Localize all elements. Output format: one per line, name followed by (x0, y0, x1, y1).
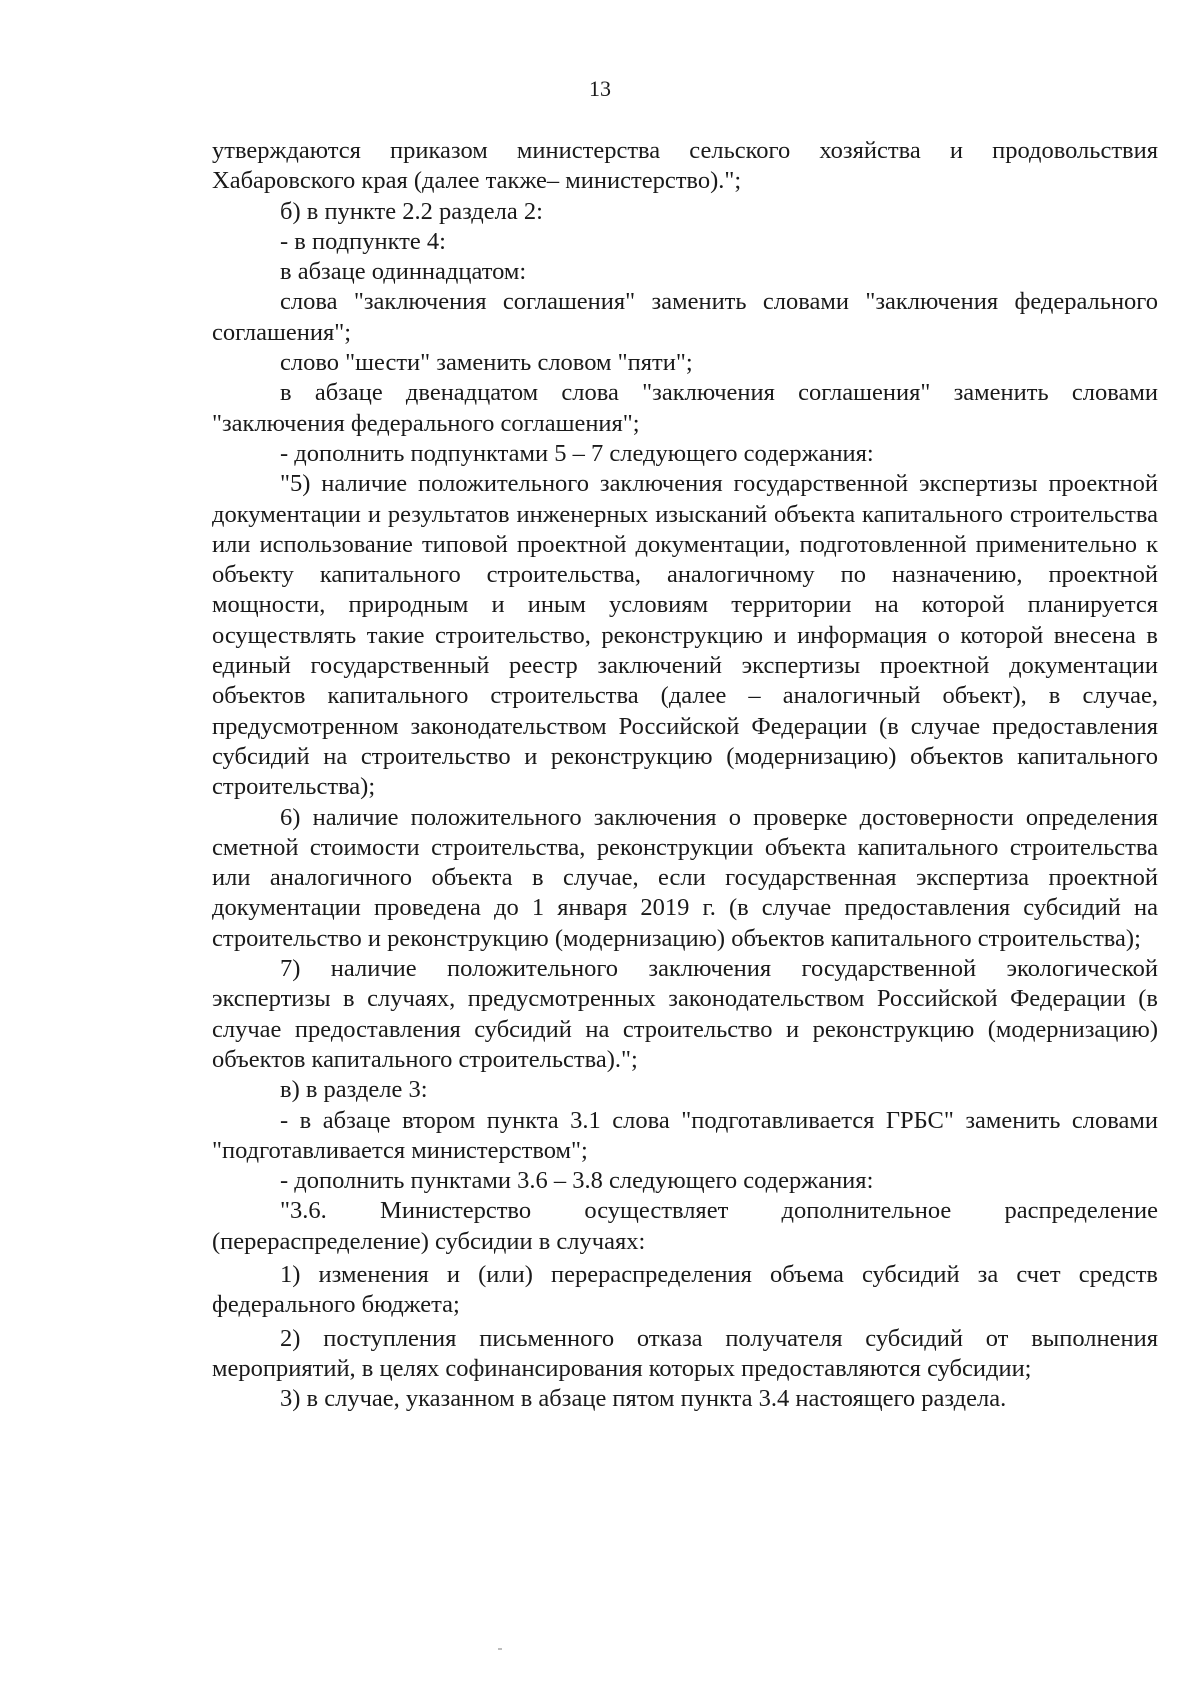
paragraph-continuation: утверждаются приказом министерства сельского хозяйства и продовольствия Хабаровского края (далее также– министерство)."; (212, 137, 1158, 195)
paragraph-point-3-6: "3.6. Министерство осуществляет дополнительное распределение (перераспределение) субсидии в случаях: (212, 1197, 1158, 1255)
paragraph-replace-word-six: слово "шести" заменить словом "пяти"; (280, 349, 693, 377)
paragraph-subpoint-4: - в подпункте 4: (280, 227, 446, 255)
page-number: 13 (589, 76, 611, 101)
paragraph-twelfth-abzac: в абзаце двенадцатом слова "заключения соглашения" заменить словами "заключения федерального соглашения"; (212, 379, 1158, 437)
paragraph-subpoint-5: "5) наличие положительного заключения государственной экспертизы проектной документации и результатов инженерных изысканий объекта капитального строительства или использование типовой проектной документации, подготовленной применительно к объекту капитального строительства, аналогичному по назначению, проектной мощности, природным и иным условиям территории на которой планируется осуществлять такие строительство, реконструкцию и информация о которой внесена в единый государственный реестр заключений экспертизы проектной документации объектов капитального строительства (далее – аналогичный объект), в случае, предусмотренном законодательством Российской Федерации (в случае предоставления субсидий на строительство и реконструкцию (модернизацию) объектов капитального строительства); (212, 470, 1158, 801)
paragraph-subpoint-7: 7) наличие положительного заключения государственной экологической экспертизы в случаях, предусмотренных законодательством Российской Федерации (в случае предоставления субсидий на строительство и реконструкцию (модернизацию) объектов капитального строительства)."; (212, 955, 1158, 1073)
paragraph-case-3: 3) в случае, указанном в абзаце пятом пункта 3.4 настоящего раздела. (280, 1385, 1007, 1413)
scan-speck (498, 1648, 502, 1650)
paragraph-subitem-v: в) в разделе 3: (280, 1076, 428, 1104)
paragraph-replace-words-1: слова "заключения соглашения" заменить словами "заключения федерального соглашения"; (212, 288, 1158, 346)
paragraph-subpoint-6: 6) наличие положительного заключения о проверке достоверности определения сметной стоимости строительства, реконструкции объекта капитального строительства или аналогичного объекта в случае, если государственная экспертиза проектной документации проведена до 1 января 2019 г. (в случае предоставления субсидий на строительство и реконструкцию (модернизацию) объектов капитального строительства); (212, 803, 1158, 952)
paragraph-add-points: - дополнить пунктами 3.6 – 3.8 следующего содержания: (280, 1167, 874, 1195)
document-body (212, 136, 1158, 1414)
paragraph-case-1: 1) изменения и (или) перераспределения объема субсидий за счет средств федерального бюджета; (212, 1260, 1158, 1319)
paragraph-subitem-b: б) в пункте 2.2 раздела 2: (280, 197, 543, 225)
paragraph-eleventh-abzac: в абзаце одиннадцатом: (280, 258, 527, 286)
paragraph-add-subpoints: - дополнить подпунктами 5 – 7 следующего содержания: (280, 439, 874, 467)
paragraph-point-3-1: - в абзаце втором пункта 3.1 слова "подготавливается ГРБС" заменить словами "подготавливается министерством"; (212, 1106, 1158, 1164)
paragraph-case-2: 2) поступления письменного отказа получателя субсидий от выполнения мероприятий, в целях софинансирования которых предоставляются субсидии; (212, 1324, 1158, 1382)
